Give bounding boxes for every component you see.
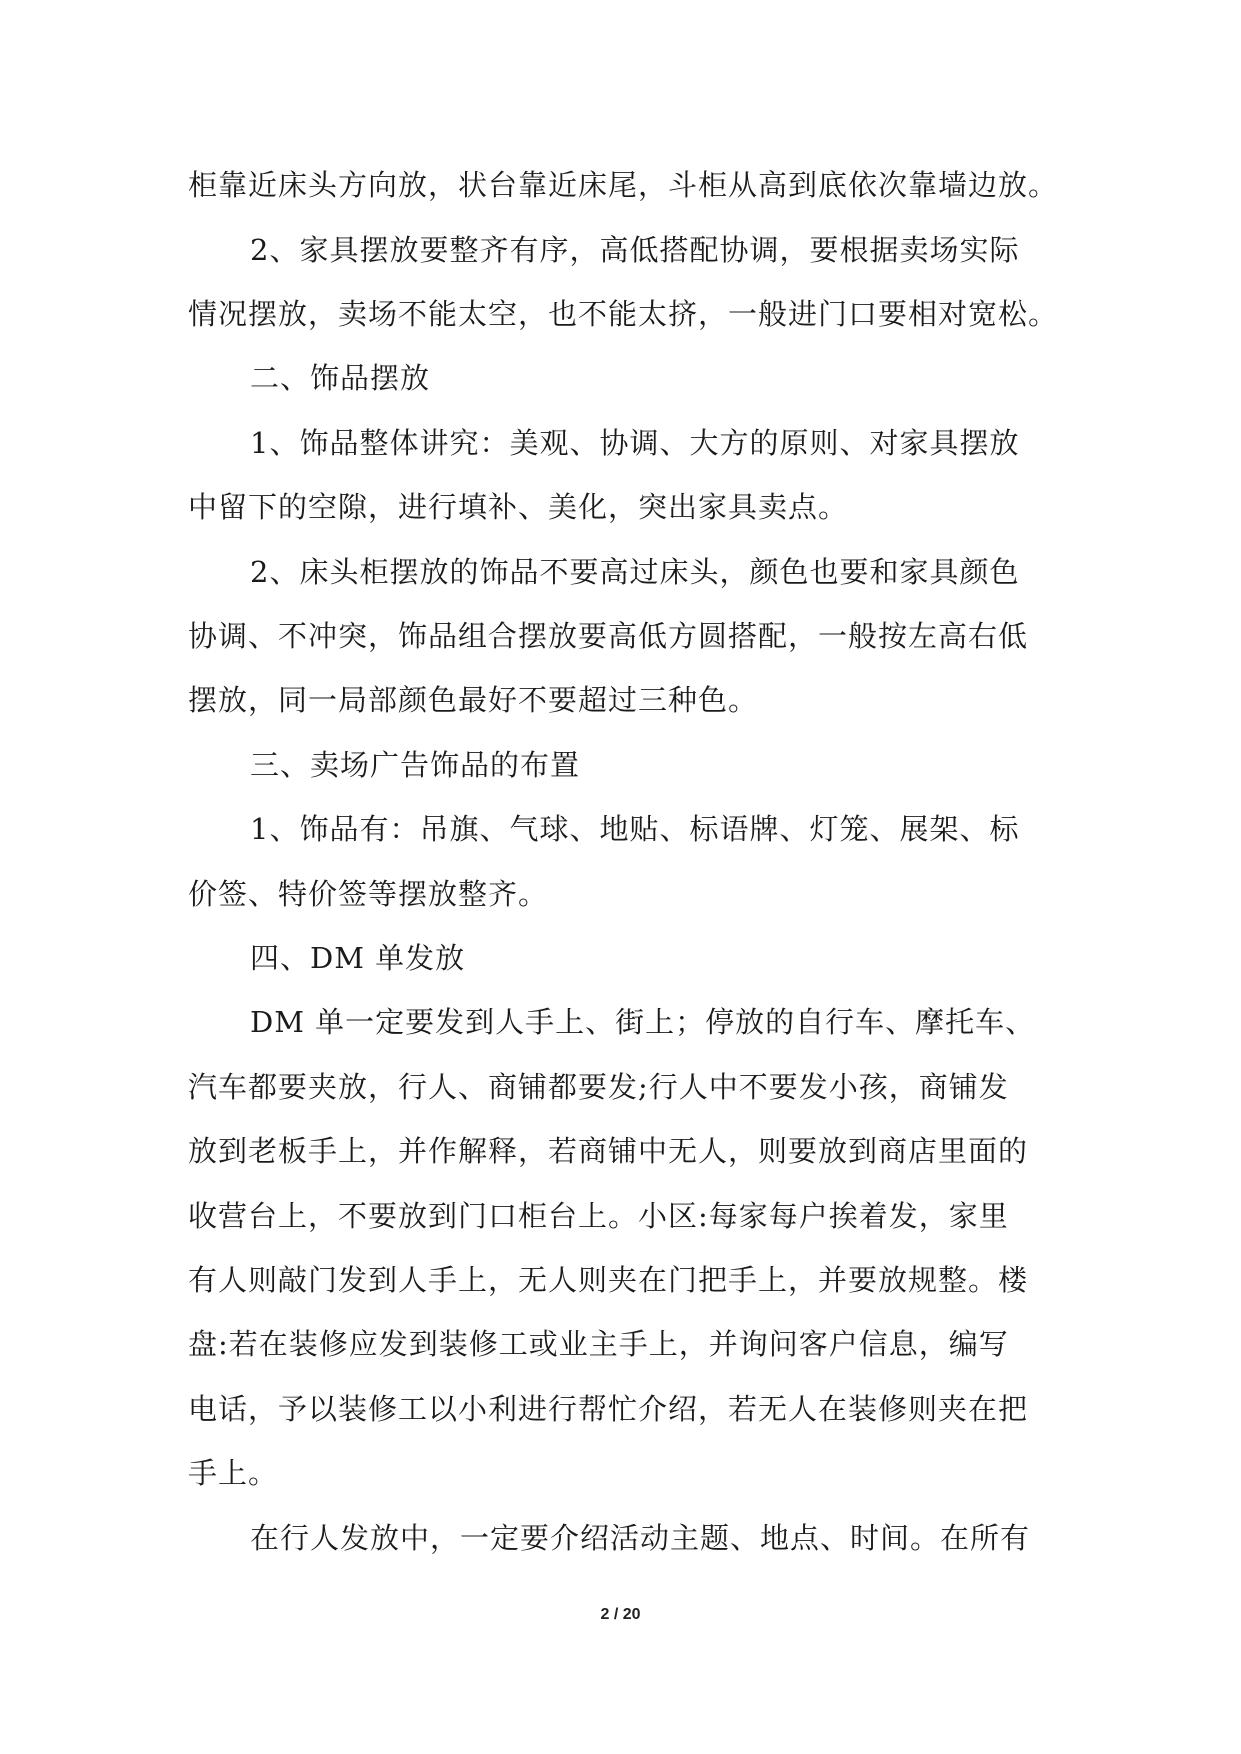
text-line: 盘:若在装修应发到装修工或业主手上，并询问客户信息，编写 (188, 1327, 1009, 1361)
text-line: 柜靠近床头方向放，状台靠近床尾，斗柜从高到底依次靠墙边放。 (188, 168, 1059, 202)
text-line: 汽车都要夹放，行人、商铺都要发;行人中不要发小孩，商铺发 (188, 1070, 1009, 1104)
text-line: 1、饰品有：吊旗、气球、地贴、标语牌、灯笼、展架、标 (250, 812, 1020, 846)
text-line: 收营台上，不要放到门口柜台上。小区:每家每户挨着发，家里 (188, 1199, 1009, 1233)
text-line: 协调、不冲突，饰品组合摆放要高低方圆搭配，一般按左高右低 (188, 619, 1029, 653)
section-heading: 四、DM 单发放 (250, 941, 466, 975)
text-line: 有人则敲门发到人手上，无人则夹在门把手上，并要放规整。楼 (188, 1263, 1029, 1297)
text-line: 电话，予以装修工以小利进行帮忙介绍，若无人在装修则夹在把 (188, 1392, 1029, 1426)
text-line: 中留下的空隙，进行填补、美化，突出家具卖点。 (188, 490, 849, 524)
text-line: 放到老板手上，并作解释，若商铺中无人，则要放到商店里面的 (188, 1134, 1029, 1168)
text-line: 手上。 (188, 1456, 279, 1490)
text-line: 在行人发放中，一定要介绍活动主题、地点、时间。在所有 (250, 1521, 1031, 1555)
section-heading: 二、饰品摆放 (250, 361, 431, 395)
page-number: 2 / 20 (600, 1606, 641, 1623)
section-heading: 三、卖场广告饰品的布置 (250, 748, 581, 782)
text-line: DM 单一定要发到人手上、街上；停放的自行车、摩托车、 (250, 1005, 1036, 1039)
text-line: 摆放，同一局部颜色最好不要超过三种色。 (188, 683, 759, 717)
text-line: 情况摆放，卖场不能太空，也不能太挤，一般进门口要相对宽松。 (188, 297, 1059, 331)
text-line: 1、饰品整体讲究：美观、协调、大方的原则、对家具摆放 (250, 426, 1020, 460)
text-line: 2、家具摆放要整齐有序，高低搭配协调，要根据卖场实际 (250, 233, 1020, 267)
text-line: 价签、特价签等摆放整齐。 (188, 877, 549, 911)
text-line: 2、床头柜摆放的饰品不要高过床头，颜色也要和家具颜色 (250, 555, 1020, 589)
